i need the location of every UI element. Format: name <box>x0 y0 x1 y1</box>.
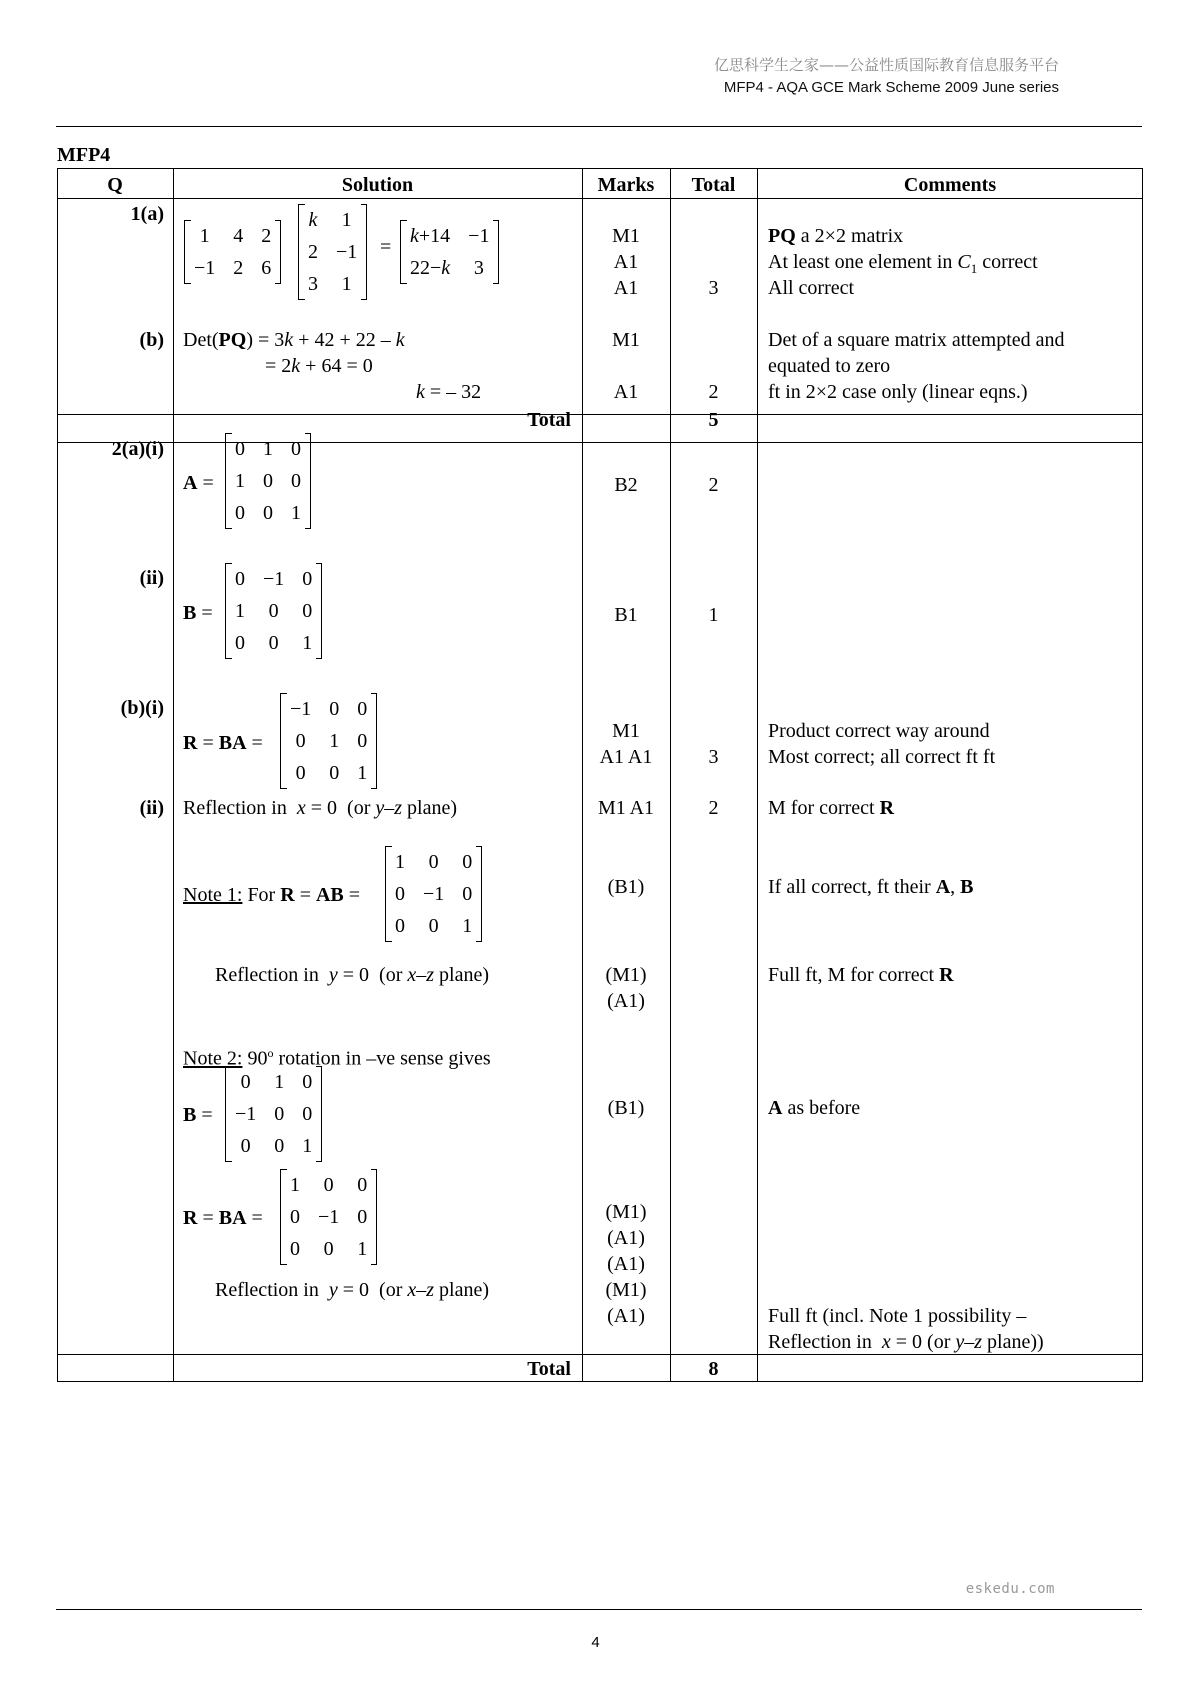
q-label: 1(a) <box>130 203 164 225</box>
matrix-cell: 1 <box>199 225 210 247</box>
matrix-B <box>225 563 322 659</box>
row-divider <box>57 442 1143 443</box>
matrix-cell: 0 <box>240 1071 251 1093</box>
matrix-cell: −1 <box>423 883 445 905</box>
matrix-cell: 0 <box>268 600 279 622</box>
matrix-cell: 0 <box>295 762 306 784</box>
matrix-cell: 3 <box>308 273 318 295</box>
solution-line: k = – 32 <box>416 381 482 403</box>
q-label: (b)(i) <box>120 697 164 719</box>
q-label: (ii) <box>139 567 164 589</box>
matrix-name: R = BA = <box>183 1207 263 1229</box>
total-value: 8 <box>708 1358 719 1380</box>
matrix-name: B = <box>183 602 213 624</box>
matrix-cell: 0 <box>302 600 313 622</box>
mark: (A1) <box>607 1227 645 1249</box>
mark: (A1) <box>607 990 645 1012</box>
q-label: (b) <box>139 329 164 351</box>
matrix-cell: 0 <box>291 470 301 492</box>
comment: A as before <box>768 1097 861 1119</box>
comment: Det of a square matrix attempted and <box>768 329 1065 351</box>
matrix-cell: 0 <box>323 1174 334 1196</box>
mark: M1 <box>612 720 640 742</box>
matrix-cell: 0 <box>235 568 245 590</box>
solution-line: Reflection in y = 0 (or x–z plane) <box>215 1279 490 1301</box>
subtotal: 2 <box>708 381 719 403</box>
equals-sign: = <box>380 236 392 258</box>
matrix-cell: 0 <box>290 1238 300 1260</box>
comment: equated to zero <box>768 355 891 377</box>
matrix-cell: 1 <box>395 851 405 873</box>
matrix-cell: −1 <box>290 698 312 720</box>
matrix-name: A = <box>183 472 214 494</box>
mark: A1 <box>613 277 639 299</box>
mark: (B1) <box>607 876 645 898</box>
matrix-cell: 0 <box>291 438 301 460</box>
matrix-cell: 0 <box>329 762 340 784</box>
page-number: 4 <box>591 1634 600 1651</box>
matrix-cell: 0 <box>428 851 439 873</box>
matrix-cell: 0 <box>235 438 245 460</box>
matrix-name: R = BA = <box>183 732 263 754</box>
q-label: 2(a)(i) <box>111 438 164 460</box>
solution-line: = 2k + 64 = 0 <box>265 355 373 377</box>
matrix-cell: 1 <box>357 1238 368 1260</box>
col-divider <box>757 168 758 1382</box>
matrix-cell: 2 <box>233 257 244 279</box>
matrix-cell: 1 <box>235 600 245 622</box>
matrix-cell: 0 <box>302 1071 313 1093</box>
matrix-cell: 0 <box>274 1135 285 1157</box>
matrix-cell: 2 <box>261 225 272 247</box>
matrix-cell: 1 <box>302 632 313 654</box>
col-divider <box>670 168 671 1382</box>
subtotal: 2 <box>708 474 719 496</box>
matrix-cell: 1 <box>341 273 352 295</box>
matrix-Q <box>298 204 367 300</box>
mark: M1 <box>612 225 640 247</box>
header-cn: 亿思科学生之家——公益性质国际教育信息服务平台 <box>713 56 1059 74</box>
matrix-cell: 0 <box>323 1238 334 1260</box>
mark: A1 A1 <box>599 746 653 768</box>
solution-line: Det(PQ) = 3k + 42 + 22 – k <box>183 329 405 351</box>
matrix-cell: 1 <box>302 1135 313 1157</box>
matrix-R <box>280 693 377 789</box>
matrix-A <box>225 433 311 529</box>
comment: Full ft (incl. Note 1 possibility – <box>768 1305 1027 1327</box>
total-label: Total <box>527 409 571 431</box>
matrix-cell: 0 <box>302 568 313 590</box>
col-header-solution: Solution <box>341 174 414 196</box>
col-header-total: Total <box>691 174 736 196</box>
comment: Product correct way around <box>768 720 990 742</box>
col-header-q: Q <box>107 174 123 196</box>
matrix-R-alt2 <box>280 1169 377 1265</box>
comment: ft in 2×2 case only (linear eqns.) <box>768 381 1028 403</box>
matrix-cell: −1 <box>336 241 358 263</box>
col-header-comments: Comments <box>903 174 997 196</box>
matrix-cell: 22−k <box>410 257 451 279</box>
comment: Most correct; all correct ft ft <box>768 746 996 768</box>
matrix-cell: 0 <box>302 1103 313 1125</box>
matrix-cell: 0 <box>240 1135 251 1157</box>
matrix-cell: 0 <box>462 851 473 873</box>
mark: (A1) <box>607 1253 645 1275</box>
q-label: (ii) <box>139 797 164 819</box>
matrix-cell: −1 <box>468 225 490 247</box>
header-title: MFP4 - AQA GCE Mark Scheme 2009 June series <box>723 79 1059 96</box>
matrix-cell: 0 <box>235 632 245 654</box>
comment: All correct <box>768 277 855 299</box>
matrix-cell: k <box>308 209 318 231</box>
matrix-cell: 0 <box>428 915 439 937</box>
matrix-cell: 1 <box>235 470 245 492</box>
matrix-cell: 2 <box>308 241 318 263</box>
matrix-cell: 0 <box>357 698 368 720</box>
matrix-cell: 0 <box>357 1174 368 1196</box>
matrix-cell: 1 <box>274 1071 285 1093</box>
solution-line: Reflection in y = 0 (or x–z plane) <box>215 964 490 986</box>
mark: A1 <box>613 251 639 273</box>
matrix-cell: 1 <box>290 1174 300 1196</box>
total-label: Total <box>527 1358 571 1380</box>
col-header-marks: Marks <box>597 174 655 196</box>
mark: M1 A1 <box>597 797 655 819</box>
matrix-R-alt <box>385 846 482 942</box>
matrix-cell: 3 <box>473 257 484 279</box>
matrix-cell: 0 <box>395 883 405 905</box>
matrix-PQ <box>400 220 499 284</box>
mark: B2 <box>614 474 638 496</box>
matrix-cell: 0 <box>263 502 273 524</box>
mark: B1 <box>614 604 638 626</box>
matrix-cell: 0 <box>329 698 340 720</box>
matrix-cell: −1 <box>318 1206 340 1228</box>
matrix-cell: 4 <box>233 225 244 247</box>
solution-line: Reflection in x = 0 (or y–z plane) <box>183 797 458 819</box>
matrix-cell: 0 <box>357 1206 368 1228</box>
col-divider <box>173 168 174 1382</box>
matrix-cell: 1 <box>462 915 473 937</box>
note-1: Note 1: For R = AB = <box>183 884 361 906</box>
subtotal: 1 <box>708 604 719 626</box>
mark: (M1) <box>605 964 647 986</box>
comment: PQ a 2×2 matrix <box>768 225 904 247</box>
comment: Full ft, M for correct R <box>768 964 954 986</box>
matrix-cell: 0 <box>268 632 279 654</box>
section-label: MFP4 <box>57 144 111 166</box>
mark: (M1) <box>605 1201 647 1223</box>
matrix-cell: 1 <box>329 730 340 752</box>
matrix-cell: 0 <box>462 883 473 905</box>
note-2: Note 2: 90$^o$ rotation in –ve sense gives <box>183 1046 491 1070</box>
comment: If all correct, ft their A, B <box>768 876 974 898</box>
subtotal: 2 <box>708 797 719 819</box>
comment: Reflection in x = 0 (or y–z plane)) <box>768 1331 1044 1353</box>
matrix-cell: 1 <box>263 438 273 460</box>
matrix-cell: 1 <box>291 502 301 524</box>
matrix-P <box>184 220 281 284</box>
matrix-cell: 0 <box>395 915 405 937</box>
matrix-cell: 0 <box>263 470 273 492</box>
matrix-cell: 6 <box>261 257 272 279</box>
comment: M for correct R <box>768 797 895 819</box>
matrix-cell: 1 <box>341 209 352 231</box>
watermark: eskedu.com <box>965 1581 1055 1597</box>
matrix-cell: 0 <box>357 730 368 752</box>
footer-rule <box>56 1609 1142 1610</box>
matrix-cell: 0 <box>274 1103 285 1125</box>
matrix-cell: 0 <box>235 502 245 524</box>
comment: At least one element in $C_1$ correct <box>768 251 1038 276</box>
subtotal: 3 <box>708 277 719 299</box>
matrix-name: B = <box>183 1104 213 1126</box>
matrix-cell: 0 <box>295 730 306 752</box>
matrix-cell: k+14 <box>410 225 451 247</box>
mark: (B1) <box>607 1097 645 1119</box>
mark: M1 <box>612 329 640 351</box>
row-divider <box>57 198 1143 199</box>
matrix-cell: −1 <box>235 1103 257 1125</box>
matrix-cell: −1 <box>194 257 216 279</box>
matrix-B-alt <box>225 1066 322 1162</box>
matrix-cell: 0 <box>290 1206 300 1228</box>
matrix-cell: 1 <box>357 762 368 784</box>
matrix-cell: −1 <box>263 568 285 590</box>
header-rule <box>56 126 1142 127</box>
total-value: 5 <box>708 409 719 431</box>
mark: (M1) <box>605 1279 647 1301</box>
mark: (A1) <box>607 1305 645 1327</box>
mark: A1 <box>613 381 639 403</box>
subtotal: 3 <box>708 746 719 768</box>
